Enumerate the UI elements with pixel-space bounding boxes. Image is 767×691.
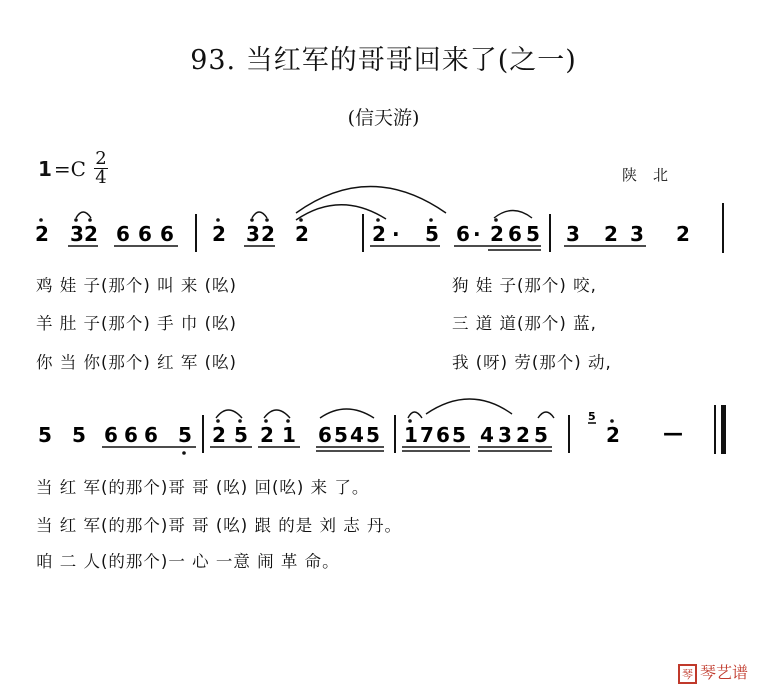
lyric-verse-2-cont: 三 道 道(那个) 蓝, <box>452 314 597 333</box>
key-letter: =C <box>53 156 86 181</box>
note: 6 <box>318 423 332 447</box>
note: 6 <box>104 423 118 447</box>
note: — <box>663 421 683 445</box>
note: 6 <box>436 423 450 447</box>
note: 5 <box>534 423 548 447</box>
lyric-verse-3-cont: 我 (呀) 劳(那个) 动, <box>452 353 612 372</box>
note: 6 <box>116 222 130 246</box>
note: 5 <box>366 423 380 447</box>
note: 6 <box>508 222 522 246</box>
time-numerator: 2 <box>95 148 107 169</box>
key-tonic: 1 <box>38 156 52 181</box>
bar-line <box>568 415 570 453</box>
note: 2 <box>676 222 690 246</box>
lyric-verse-2: 羊 肚 子(那个) 手 巾 (吆) <box>36 314 237 333</box>
watermark-logo-icon: 琴 <box>678 664 697 684</box>
watermark-text: 琴艺谱 <box>700 663 749 682</box>
note: 5 <box>72 423 86 447</box>
bar-line <box>362 214 364 252</box>
note: 6 <box>124 423 138 447</box>
note: 4 <box>480 423 494 447</box>
note: 1 <box>404 423 418 447</box>
note: 1 <box>282 423 296 447</box>
note: 6 <box>456 222 470 246</box>
lyric-verse-1-cont: 狗 娃 子(那个) 咬, <box>452 276 597 295</box>
note: 2 <box>372 222 386 246</box>
bar-line <box>202 415 204 453</box>
notation-line-2 <box>38 399 683 455</box>
song-origin: 陕北 <box>622 166 685 184</box>
note: 5 <box>425 222 439 246</box>
bar-line <box>549 214 551 252</box>
note: 5 <box>178 423 192 447</box>
song-title: 93. 当红军的哥哥回来了(之一) <box>190 45 577 76</box>
note: 3 <box>566 222 580 246</box>
note: 2 <box>212 423 226 447</box>
note: 3 <box>498 423 512 447</box>
note: 7 <box>420 423 434 447</box>
note: 2 <box>35 222 49 246</box>
note: 2 <box>490 222 504 246</box>
note: 2 <box>606 423 620 447</box>
lyric-verse-3: 你 当 你(那个) 红 军 (吆) <box>36 353 237 372</box>
note: 5 <box>452 423 466 447</box>
note: 3 <box>70 222 84 246</box>
time-denominator: 4 <box>95 167 107 188</box>
lyric-verse-3-line-2: 咱 二 人(的那个)一 心 一意 闹 革 命。 <box>36 552 340 571</box>
note: 5 <box>526 222 540 246</box>
note: 5 <box>334 423 348 447</box>
lyric-verse-1: 鸡 娃 子(那个) 叫 来 (吆) <box>36 276 237 295</box>
lyric-verse-2-line-2: 当 红 军(的那个)哥 哥 (吆) 跟 的是 刘 志 丹。 <box>36 516 402 535</box>
lyric-verse-1-line-2: 当 红 军(的那个)哥 哥 (吆) 回(吆) 来 了。 <box>36 478 370 497</box>
note: 2 <box>260 423 274 447</box>
note: 2 <box>295 222 309 246</box>
note: 5 <box>38 423 52 447</box>
final-bar-thick <box>721 405 726 454</box>
beam-lines <box>68 246 646 250</box>
slurs <box>76 187 532 221</box>
song-subtitle: (信天游) <box>347 107 420 129</box>
bar-line <box>394 415 396 453</box>
note: 6 <box>138 222 152 246</box>
note: 6 <box>160 222 174 246</box>
note: 2 <box>516 423 530 447</box>
note: 4 <box>350 423 364 447</box>
note: 3 <box>246 222 260 246</box>
bar-line <box>722 203 724 253</box>
note: 5 <box>234 423 248 447</box>
note: 3 <box>630 222 644 246</box>
note: 2 <box>604 222 618 246</box>
final-bar-thin <box>714 405 716 454</box>
note: 2 <box>212 222 226 246</box>
bar-line <box>195 214 197 252</box>
note: · <box>473 222 481 246</box>
note: 6 <box>144 423 158 447</box>
note: · <box>392 222 400 246</box>
slurs-2 <box>216 399 554 418</box>
note: 2 <box>84 222 98 246</box>
site-watermark <box>678 660 748 684</box>
note: 2 <box>261 222 275 246</box>
grace-note: 5 <box>588 410 596 423</box>
